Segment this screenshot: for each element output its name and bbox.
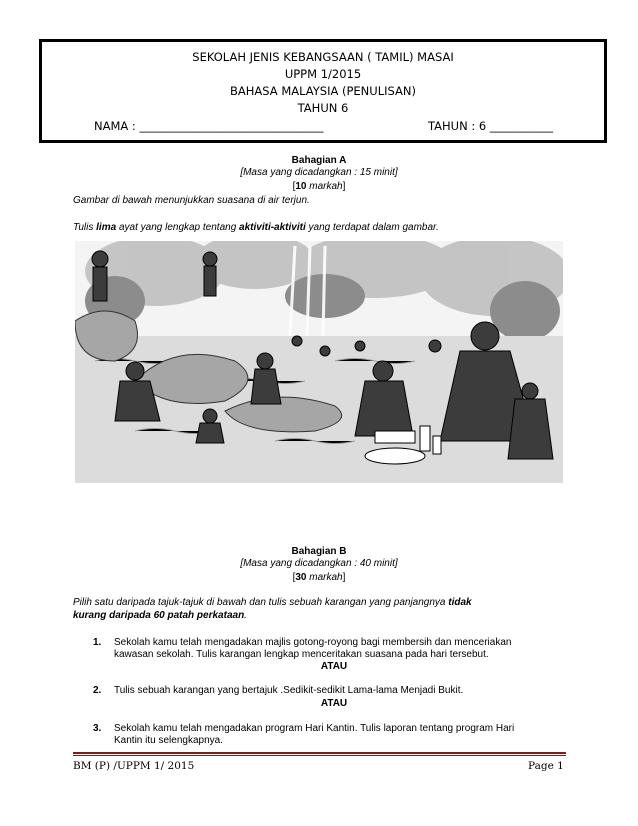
section-b-marks: [30 markah] <box>292 572 346 583</box>
footer-left: BM (P) /UPPM 1/ 2015 <box>73 760 195 772</box>
section-b-instruction-line-2: kurang daripada 60 patah perkataan. <box>73 610 247 621</box>
item-3-line-1: Sekolah kamu telah mengadakan program Hari Kantin. Tulis laporan tentang program Hari <box>114 723 515 734</box>
section-b-title: Bahagian B <box>291 546 347 557</box>
year-title: TAHUN 6 <box>297 101 349 115</box>
item-3-line-2: Kantin itu selengkapnya. <box>114 735 223 746</box>
item-1-line-1: Sekolah kamu telah mengadakan majlis gotong-royong bagi membersih dan menceriakan <box>114 637 512 648</box>
footer-rule-thin <box>73 755 566 756</box>
section-a-time: [Masa yang dicadangkan : 15 minit] <box>240 167 398 178</box>
section-b-time: [Masa yang dicadangkan : 40 minit] <box>240 558 398 569</box>
footer-rule <box>73 752 566 754</box>
section-a-instruction-1: Gambar di bawah menunjukkan suasana di air terjun. <box>73 195 310 206</box>
section-a-marks-value: 10 <box>295 181 307 192</box>
school-name: SEKOLAH JENIS KEBANGSAAN ( TAMIL) MASAI <box>192 50 454 64</box>
waterfall-scene-illustration <box>75 241 563 483</box>
tahun-field: TAHUN : 6 ___________ <box>428 119 554 133</box>
atau-label-1: ATAU <box>320 661 348 672</box>
item-2-line-1: Tulis sebuah karangan yang bertajuk .Sedikit-sedikit Lama-lama Menjadi Bukit. <box>114 685 464 696</box>
atau-label-2: ATAU <box>320 698 348 709</box>
section-b-instruction-line-1: Pilih satu daripada tajuk-tajuk di bawah dan tulis sebuah karangan yang panjangnya tidak <box>73 597 472 608</box>
name-field: NAMA : ________________________________ <box>94 119 324 133</box>
name-row <box>42 118 604 135</box>
exam-code: UPPM 1/2015 <box>284 67 362 81</box>
item-1-number: 1. <box>93 637 102 648</box>
item-1-line-2: kawasan sekolah. Tulis karangan lengkap menceritakan suasana pada hari tersebut. <box>114 649 489 660</box>
item-2-number: 2. <box>93 685 102 696</box>
subject-title: BAHASA MALAYSIA (PENULISAN) <box>230 84 416 98</box>
page-number: Page 1 <box>528 760 564 772</box>
section-a-title: Bahagian A <box>291 155 347 166</box>
section-a-marks: [10 markah] <box>292 181 346 192</box>
section-a-instruction-2: Tulis lima ayat yang lengkap tentang aktiviti-aktiviti yang terdapat dalam gambar. <box>73 222 439 233</box>
header-box <box>39 39 607 143</box>
item-3-number: 3. <box>93 723 102 734</box>
section-b-marks-value: 30 <box>295 572 307 583</box>
